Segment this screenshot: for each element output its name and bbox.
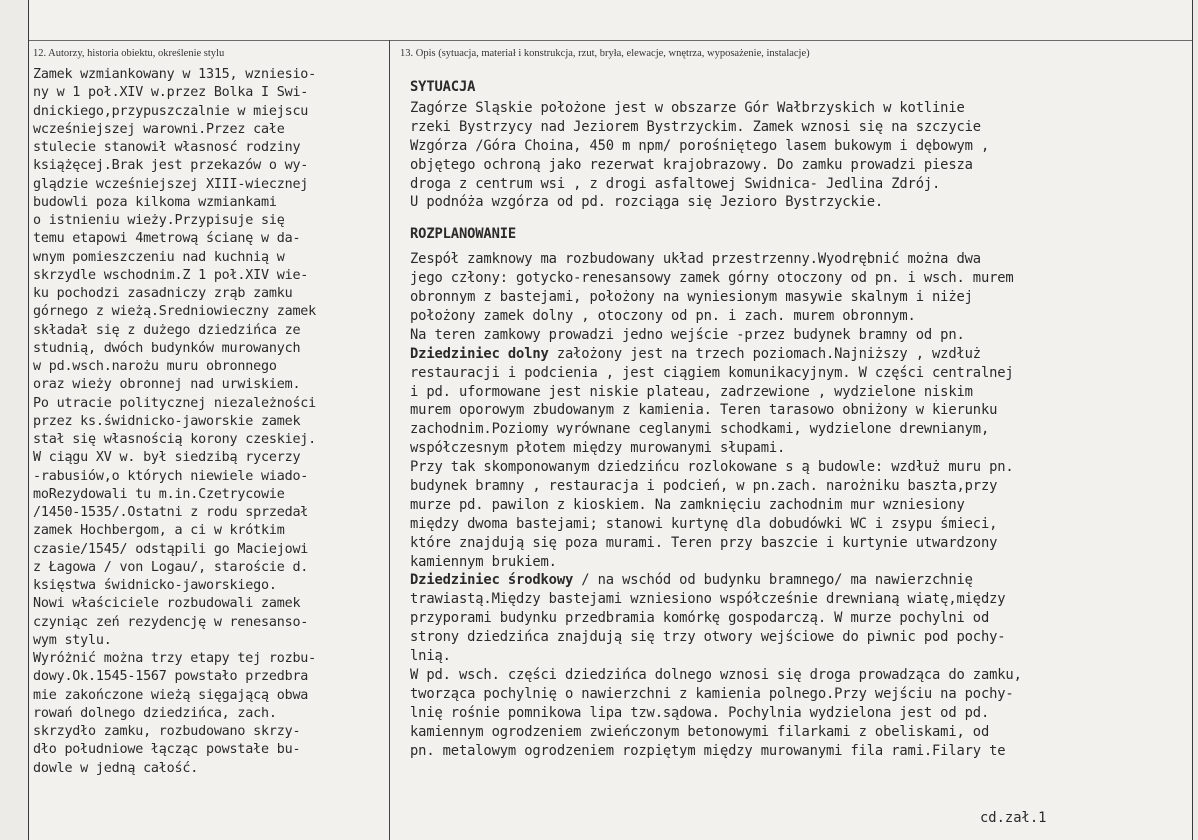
srodkowy-text-line: trawiastą.Między bastejami wzniesiono współcześnie drewnianą wiatę,między xyxy=(410,591,1006,608)
rozplanowanie-text-line: Zespół zamknowy ma rozbudowany układ przestrzenny.Wyodrębnić można dwa xyxy=(410,251,981,268)
history-text-line: glądzie wcześniejszej XIII-wiecznej xyxy=(33,176,309,192)
dolny-label: Dziedziniec dolny xyxy=(410,345,549,362)
dolny-first-rest: założony jest na trzech poziomach.Najniższy , wzdłuż xyxy=(548,345,981,362)
dolny-text-line: które znajdują się poza murami. Teren przy baszcie i kurtynie utwardzony xyxy=(410,534,998,551)
history-text-line: w pd.wsch.narożu muru obronnego xyxy=(33,359,277,374)
history-text-line: Po utracie politycznej niezależności xyxy=(33,395,317,411)
history-text-line: dnickiego,przypuszczalnie w miejscu xyxy=(33,103,309,119)
history-text-line: skrzydło zamku, rozbudowano skrzy- xyxy=(33,724,301,739)
history-text-line: -rabusiów,o których niewiele wiado- xyxy=(33,468,309,484)
history-text-line: księstwa świdnicko-jaworskiego. xyxy=(33,578,277,593)
history-text-line: czasie/1545/ odstąpili go Maciejowi xyxy=(33,541,309,557)
srodkowy-first-line xyxy=(410,571,1190,590)
history-text-line: mie zakończone wieżą sięgającą obwa xyxy=(33,687,309,703)
history-text-line: Nowi właściciele rozbudowali zamek xyxy=(33,596,301,612)
srodkowy-text-line: lnią. xyxy=(410,648,451,665)
history-text-line: Zamek wzmiankowany w 1315, wzniesio- xyxy=(33,67,317,82)
srodkowy-label: Dziedziniec środkowy xyxy=(410,572,574,589)
dolny-first-line xyxy=(410,345,1190,364)
history-text-line: górnego z wieżą.Sredniowieczny zamek xyxy=(33,304,317,320)
srodkowy-text-line: kamiennym ogrodzeniem zwieńczonym betonowymi filarkami z obeliskami, od xyxy=(410,723,990,740)
dolny-text-line: między dwoma bastejami; stanowi kurtynę dla dobudówki WC i zsypu śmieci, xyxy=(410,515,998,532)
history-text-line: dowy.Ok.1545-1567 powstało przedbra xyxy=(33,669,309,685)
rozplanowanie-text-line: jego człony: gotycko-renesansowy zamek górny otoczony od pn. i wsch. murem xyxy=(410,270,1014,287)
sytuacja-text-line: droga z centrum wsi , z drogi asfaltowej Swidnica- Jedlina Zdrój. xyxy=(410,175,941,192)
section-heading-rozplanowanie: ROZPLANOWANIE xyxy=(410,226,517,243)
dolny-text-line: kamiennym brukiem. xyxy=(410,553,557,570)
left-column-header: 12. Autorzy, historia obiektu, określenie stylu xyxy=(33,48,225,59)
continuation-note: cd.zał.1 xyxy=(980,810,1047,826)
dolny-text-line: restauracji i podcienia , jest ciągiem komunikacyjnym. W części centralnej xyxy=(410,364,1014,381)
srodkowy-text-line: pn. metalowym ogrodzeniem rozpiętym między murowanymi fila rami.Filary te xyxy=(410,742,1006,759)
dolny-text-line: współczesnym płotem między murowanymi słupami. xyxy=(410,440,786,457)
srodkowy-text-line: lnię rośnie pomnikowa lipa tzw.sądowa. Pochylnia wydzielona jest od pd. xyxy=(410,704,990,721)
history-text-line: rowań dolnego dziedzińca, zach. xyxy=(33,705,277,721)
history-text-line: z Łagowa / von Logau/, staroście d. xyxy=(33,559,309,575)
description-column xyxy=(410,75,1190,760)
dolny-text-line: zachodnim.Poziomy wyrównane ceglanymi schodkami, wydzielone drewnianym, xyxy=(410,421,990,438)
history-text-line: stulecie stanowił własnosć rodziny xyxy=(33,140,301,155)
left-margin xyxy=(0,0,29,840)
history-text-line: /1450-1535/.Ostatni z rodu sprzedał xyxy=(33,505,309,520)
section-rozplanowanie-text xyxy=(410,250,1190,344)
history-text-line: temu etapowi 4metrową ścianę w da- xyxy=(33,231,301,247)
sytuacja-text-line: Wzgórza /Góra Choina, 450 m npm/ porośniętego lasem bukowym i dębowym , xyxy=(410,137,990,154)
history-text-line: ku pochodzi zasadniczy zrąb zamku xyxy=(33,286,293,301)
dolny-text-line: murem oporowym zbudowanym z kamienia. Teren tarasowo obniżony w kierunku xyxy=(410,402,998,419)
history-text-line: dowle w jedną całość. xyxy=(33,760,199,776)
dolny-text-line: i pd. uformowane jest niskie plateau, zadrzewione , wydzielone niskim xyxy=(410,383,973,400)
history-text-line: Wyróżnić można trzy etapy tej rozbu- xyxy=(33,651,317,666)
sytuacja-text-line: objętego ochroną jako rezerwat krajobrazowy. Do zamku prowadzi piesza xyxy=(410,156,973,173)
section-srodkowy-text xyxy=(410,590,1190,760)
srodkowy-text-line: przyporami budynku przedbramia komórkę gospodarczą. W murze pochylni od xyxy=(410,610,990,627)
history-text-line: składał się z dużego dziedzińca ze xyxy=(33,322,301,338)
history-text-line: W ciągu XV w. był siedzibą rycerzy xyxy=(33,450,301,466)
srodkowy-text-line: tworząca pochylnię o nawierzchni z kamienia polnego.Przy wejściu na pochy- xyxy=(410,685,1014,702)
history-column xyxy=(33,66,387,778)
rozplanowanie-text-line: Na teren zamkowy prowadzi jedno wejście -przez budynek bramny od pn. xyxy=(410,326,965,343)
history-text-line: stał się własnością korony czeskiej. xyxy=(33,432,317,447)
section-dolny-text xyxy=(410,364,1190,572)
history-text-line: oraz wieży obronnej nad urwiskiem. xyxy=(33,377,301,393)
sytuacja-text-line: rzeki Bystrzycy nad Jeziorem Bystrzyckim. Zamek wznosi się na szczycie xyxy=(410,118,981,135)
history-text-line: budowli poza kilkoma wzmiankami xyxy=(33,194,277,210)
dolny-text-line: murze pd. pawilon z kioskiem. Na zamknięciu zachodnim mur wzniesiony xyxy=(410,496,965,513)
rozplanowanie-text-line: położony zamek dolny , otoczony od pn. i zach. murem obronnym. xyxy=(410,308,916,325)
srodkowy-text-line: strony dziedzińca znajdują się trzy otwory wejściowe do piwnic pod pochy- xyxy=(410,629,1006,646)
history-text-line: przez ks.świdnicko-jaworskie zamek xyxy=(33,413,301,429)
history-text-line: o istnieniu wieży.Przypisuje się xyxy=(33,213,285,228)
dolny-text-line: budynek bramny , restauracja i podcień, w pn.zach. narożniku baszta,przy xyxy=(410,478,998,495)
history-text-line: ny w 1 poł.XIV w.przez Bolka I Swi- xyxy=(33,85,309,101)
column-divider xyxy=(389,40,390,840)
srodkowy-text-line: W pd. wsch. części dziedzińca dolnego wznosi się droga prowadząca do zamku, xyxy=(410,666,1022,683)
right-column-header: 13. Opis (sytuacja, materiał i konstrukcja, rzut, bryła, elewacje, wnętrza, wyposażenie, instalacje) xyxy=(400,48,810,59)
header-band xyxy=(0,0,1198,41)
sytuacja-text-line: U podnóża wzgórza od pd. rozciąga się Jezioro Bystrzyckie. xyxy=(410,194,884,211)
sytuacja-text-line: Zagórze Sląskie położone jest w obszarze Gór Wałbrzyskich w kotlinie xyxy=(410,100,965,116)
history-text-line: skrzydle wschodnim.Z 1 poł.XIV wie- xyxy=(33,267,309,283)
section-heading-sytuacja: SYTUACJA xyxy=(410,79,476,95)
history-text-line: wnym pomieszczeniu nad kuchnią w xyxy=(33,249,285,265)
history-text-line: studnią, dwóch budynków murowanych xyxy=(33,340,301,356)
srodkowy-first-rest: / na wschód od budynku bramnego/ ma nawierzchnię xyxy=(573,572,973,589)
section-sytuacja-text xyxy=(410,99,1190,212)
history-text-line: dło południowe łącząc powstałe bu- xyxy=(33,742,301,758)
rozplanowanie-text-line: obronnym z bastejami, położony na wyniesionym masywie skalnym i niżej xyxy=(410,289,973,306)
history-text-line: czyniąc zeń rezydencję w renesanso- xyxy=(33,614,309,630)
history-text-line: wcześniejszej warowni.Przez całe xyxy=(33,121,285,137)
right-margin xyxy=(1192,0,1198,840)
history-text-line: wym stylu. xyxy=(33,632,112,648)
history-text-line: książęcej.Brak jest przekazów o wy- xyxy=(33,158,309,174)
dolny-text-line: Przy tak skomponowanym dziedzińcu rozlokowane s ą budowle: wzdłuż muru pn. xyxy=(410,459,1014,476)
history-text-line: moRezydowali tu m.in.Czetrycowie xyxy=(33,486,285,502)
history-text-line: zamek Hochbergom, a ci w krótkim xyxy=(33,523,285,539)
